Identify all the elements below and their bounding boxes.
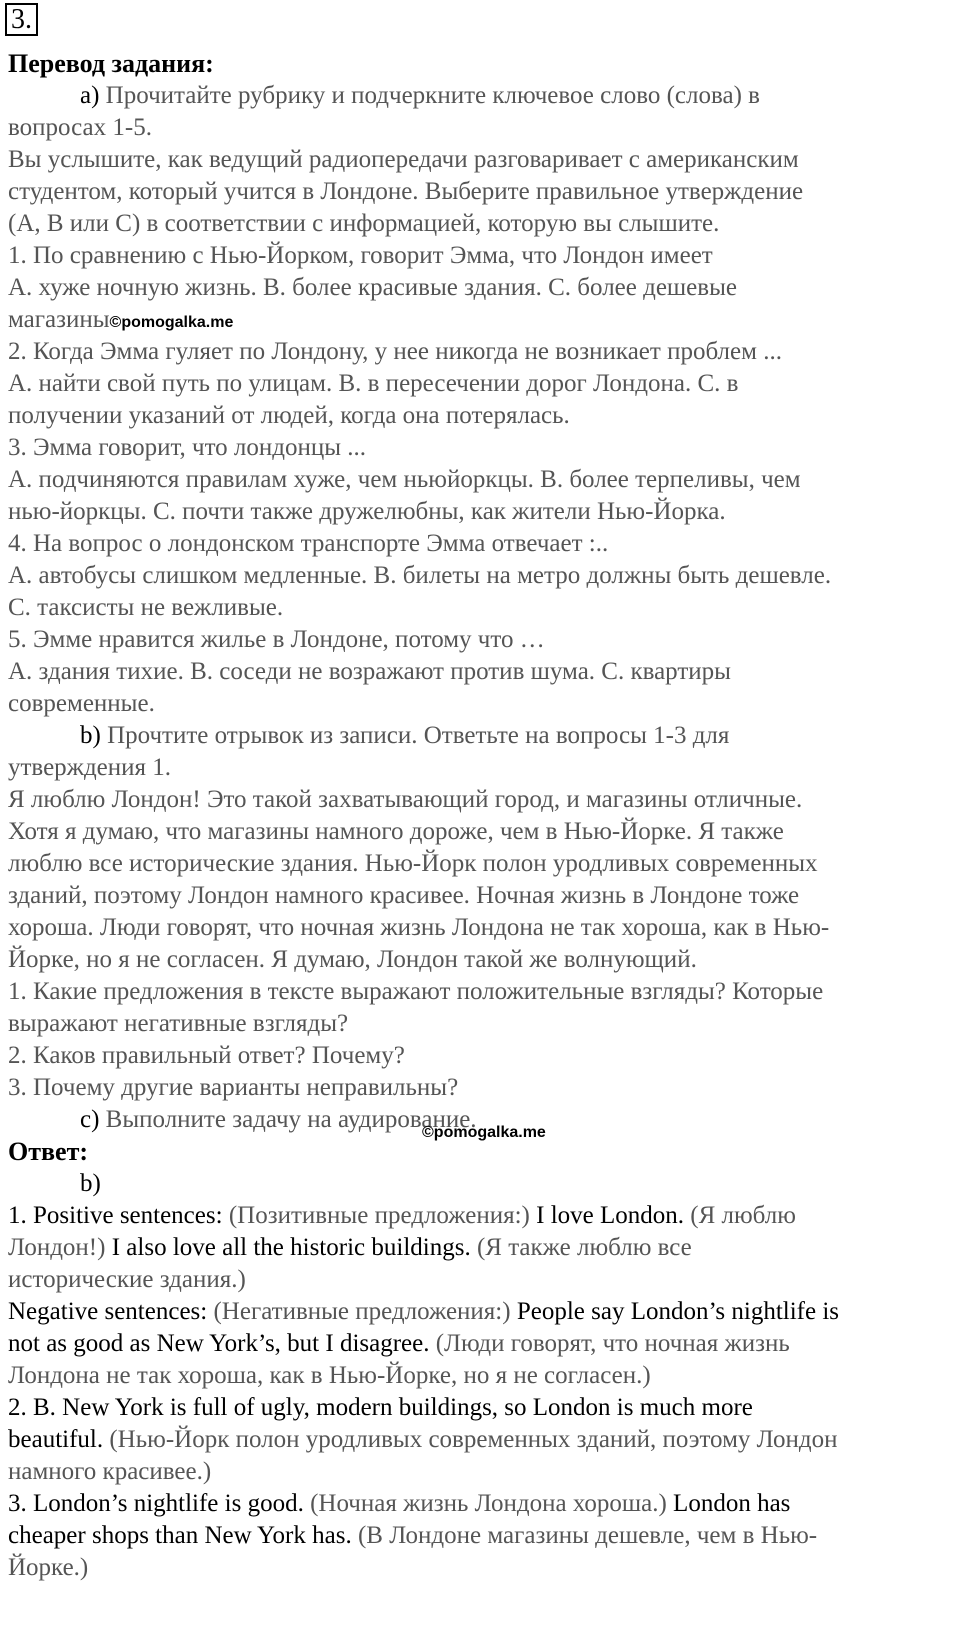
excerpt-line: зданий, поэтому Лондон намного красивее. Ночная жизнь в Лондоне тоже: [8, 882, 800, 909]
b-question-1: 1. Какие предложения в тексте выражают положительные взгляды? Которые: [8, 978, 824, 1005]
question-5: 5. Эмме нравится жилье в Лондоне, потому что …: [8, 626, 545, 653]
question-4: 4. На вопрос о лондонском транспорте Эмма отвечает :..: [8, 530, 609, 557]
question-3: 3. Эмма говорит, что лондонцы ...: [8, 434, 367, 461]
task-a-line: a) Прочитайте рубрику и подчеркните ключевое слово (слова) в: [80, 82, 760, 109]
question-2-options-cont: получении указаний от людей, когда она потерялась.: [8, 402, 570, 429]
excerpt-line: хороша. Люди говорят, что ночная жизнь Лондона не так хороша, как в Нью-: [8, 914, 830, 941]
task-intro-line: (A, B или C) в соответствии с информацией, которую вы слышите.: [8, 210, 720, 237]
question-5-options: A. здания тихие. B. соседи не возражают против шума. C. квартиры: [8, 658, 731, 685]
answer-line: 1. Positive sentences: (Позитивные предложения:) I love London. (Я люблю: [8, 1202, 796, 1229]
task-number-box: 3.: [5, 3, 38, 36]
excerpt-line: Хотя я думаю, что магазины намного дороже, чем в Нью-Йорке. Я также: [8, 818, 784, 845]
answer-line: not as good as New York’s, but I disagree. (Люди говорят, что ночная жизнь: [8, 1330, 790, 1357]
task-intro-line: Вы услышите, как ведущий радиопередачи разговаривает с американским: [8, 146, 799, 173]
question-5-options-cont: современные.: [8, 690, 155, 717]
task-a-line-cont: вопросах 1-5.: [8, 114, 152, 141]
b-question-3: 3. Почему другие варианты неправильны?: [8, 1074, 459, 1101]
watermark: ©pomogalka.me: [109, 314, 234, 331]
answer-line: исторические здания.): [8, 1266, 246, 1293]
translation-heading: Перевод задания:: [8, 49, 214, 78]
excerpt-line: Я люблю Лондон! Это такой захватывающий город, и магазины отличные.: [8, 786, 803, 813]
question-3-options-cont: нью-йоркцы. C. почти также дружелюбны, как жители Нью-Йорка.: [8, 498, 726, 525]
answer-line: Negative sentences: (Негативные предложения:) People say London’s nightlife is: [8, 1298, 840, 1325]
answer-line: 2. B. New York is full of ugly, modern buildings, so London is much more: [8, 1394, 753, 1421]
answer-line: Лондона не так хороша, как в Нью-Йорке, но я не согласен.): [8, 1362, 651, 1389]
excerpt-line: люблю все исторические здания. Нью-Йорк полон уродливых современных: [8, 850, 818, 877]
question-1-options: A. хуже ночную жизнь. B. более красивые здания. C. более дешевые: [8, 274, 737, 301]
question-2-options: A. найти свой путь по улицам. B. в пересечении дорог Лондона. C. в: [8, 370, 739, 397]
answer-heading: Ответ:: [8, 1137, 89, 1166]
question-1: 1. По сравнению с Нью-Йорком, говорит Эмма, что Лондон имеет: [8, 242, 713, 269]
watermark: ©pomogalka.me: [422, 1124, 546, 1141]
answer-line: beautiful. (Нью-Йорк полон уродливых современных зданий, поэтому Лондон: [8, 1426, 838, 1453]
answer-line: Йорке.): [8, 1554, 89, 1581]
answer-b-marker: b): [80, 1170, 101, 1197]
answer-line: Лондон!) I also love all the historic buildings. (Я также люблю все: [8, 1234, 692, 1261]
task-b-line-cont: утверждения 1.: [8, 754, 172, 781]
question-3-options: A. подчиняются правилам хуже, чем ньюйоркцы. B. более терпеливы, чем: [8, 466, 801, 493]
question-4-options: A. автобусы слишком медленные. B. билеты на метро должны быть дешевле.: [8, 562, 832, 589]
answer-line: cheaper shops than New York has. (В Лондоне магазины дешевле, чем в Нью-: [8, 1522, 818, 1549]
b-question-2: 2. Каков правильный ответ? Почему?: [8, 1042, 405, 1069]
b-question-1-cont: выражают негативные взгляды?: [8, 1010, 349, 1037]
task-intro-line: студентом, который учится в Лондоне. Выберите правильное утверждение: [8, 178, 804, 205]
excerpt-line: Йорке, но я не согласен. Я думаю, Лондон такой же волнующий.: [8, 946, 697, 973]
task-c-line: c) Выполните задачу на аудирование.: [80, 1106, 477, 1133]
answer-line: намного красивее.): [8, 1458, 212, 1485]
question-4-options-cont: C. таксисты не вежливые.: [8, 594, 284, 621]
task-b-line: b) Прочтите отрывок из записи. Ответьте на вопросы 1-3 для: [80, 722, 730, 749]
question-1-options-cont: магазины©pomogalka.me: [8, 306, 234, 333]
answer-line: 3. London’s nightlife is good. (Ночная жизнь Лондона хороша.) London has: [8, 1490, 791, 1517]
question-2: 2. Когда Эмма гуляет по Лондону, у нее никогда не возникает проблем ...: [8, 338, 782, 365]
